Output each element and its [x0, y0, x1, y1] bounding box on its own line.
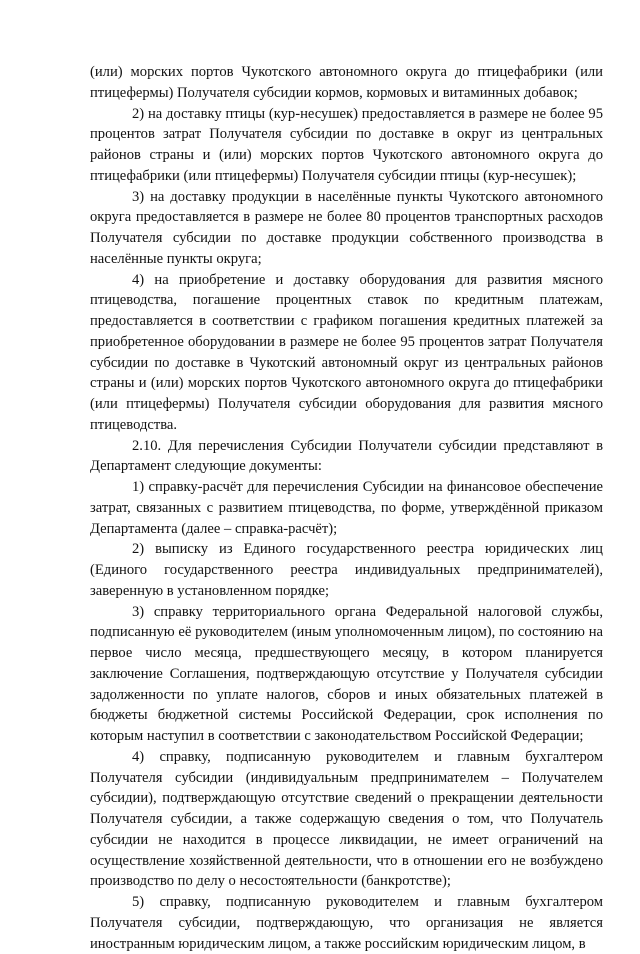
paragraph-continuation: (или) морских портов Чукотского автономного округа до птицефабрики (или птицефермы) Получателя субсидии кормов, кормовых и витаминных добавок;	[90, 64, 603, 101]
paragraph-doc-item-1: 1) справку-расчёт для перечисления Субсидии на финансовое обеспечение затрат, связанных с развитием птицеводства, по форме, утверждённой приказом Департамента (далее – справка-расчёт);	[90, 479, 603, 537]
paragraph-item-4-equipment: 4) на приобретение и доставку оборудования для развития мясного птицеводства, погашение процентных ставок по кредитным платежам, предоставляется в соответствии с графиком погашения кредитных платежей за приобретенное оборудовании в размере не более 95 процентов затрат Получателя субсидии по доставке в Чукотский автономный округ из центральных районов страны и (или) морских портов Чукотского автономного округа до птицефабрики (или птицефермы) Получателя субсидии оборудования для развития мясного птицеводства.	[90, 271, 603, 433]
paragraph-doc-item-5: 5) справку, подписанную руководителем и главным бухгалтером Получателя субсидии, подтверждающую, что организация не является иностранным юридическим лицом, а также российским юридическим лицом, в	[90, 894, 603, 952]
document-body	[90, 62, 603, 954]
paragraph-item-2-poultry-delivery: 2) на доставку птицы (кур-несушек) предоставляется в размере не более 95 процентов затрат Получателя субсидии по доставке в округ из центральных районов страны и (или) морских портов Чукотского автономного округа до птицефабрики (или птицефермы) Получателя субсидии птицы (кур-несушек);	[90, 105, 603, 184]
paragraph-doc-item-2: 2) выписку из Единого государственного реестра юридических лиц (Единого государственного реестра индивидуальных предпринимателей), заверенную в установленном порядке;	[90, 541, 603, 599]
paragraph-item-3-product-delivery: 3) на доставку продукции в населённые пункты Чукотского автономного округа предоставляется в размере не более 80 процентов транспортных расходов Получателя субсидии по доставке продукции собственного производства в населённые пункты округа;	[90, 188, 603, 267]
paragraph-doc-item-4: 4) справку, подписанную руководителем и главным бухгалтером Получателя субсидии (индивидуальным предпринимателем – Получателем субсидии), подтверждающую отсутствие сведений о прекращении деятельности Получателя субсидии, а также содержащую сведения о том, что Получатель субсидии не находится в процессе ликвидации, не имеет ограничений на осуществление хозяйственной деятельности, что в отношении его не возбуждено производство по делу о несостоятельности (банкротстве);	[90, 748, 603, 890]
paragraph-doc-item-3: 3) справку территориального органа Федеральной налоговой службы, подписанную её руководителем (иным уполномоченным лицом), по состоянию на первое число месяца, предшествующего месяцу, в котором планируется заключение Соглашения, подтверждающую отсутствие у Получателя субсидии задолженности по уплате налогов, сборов и иных обязательных платежей в бюджеты бюджетной системы Российской Федерации, срок исполнения по которым наступил в соответствии с законодательством Российской Федерации;	[90, 603, 603, 744]
paragraph-section-2-10: 2.10. Для перечисления Субсидии Получатели субсидии представляют в Департамент следующие документы:	[90, 437, 603, 475]
